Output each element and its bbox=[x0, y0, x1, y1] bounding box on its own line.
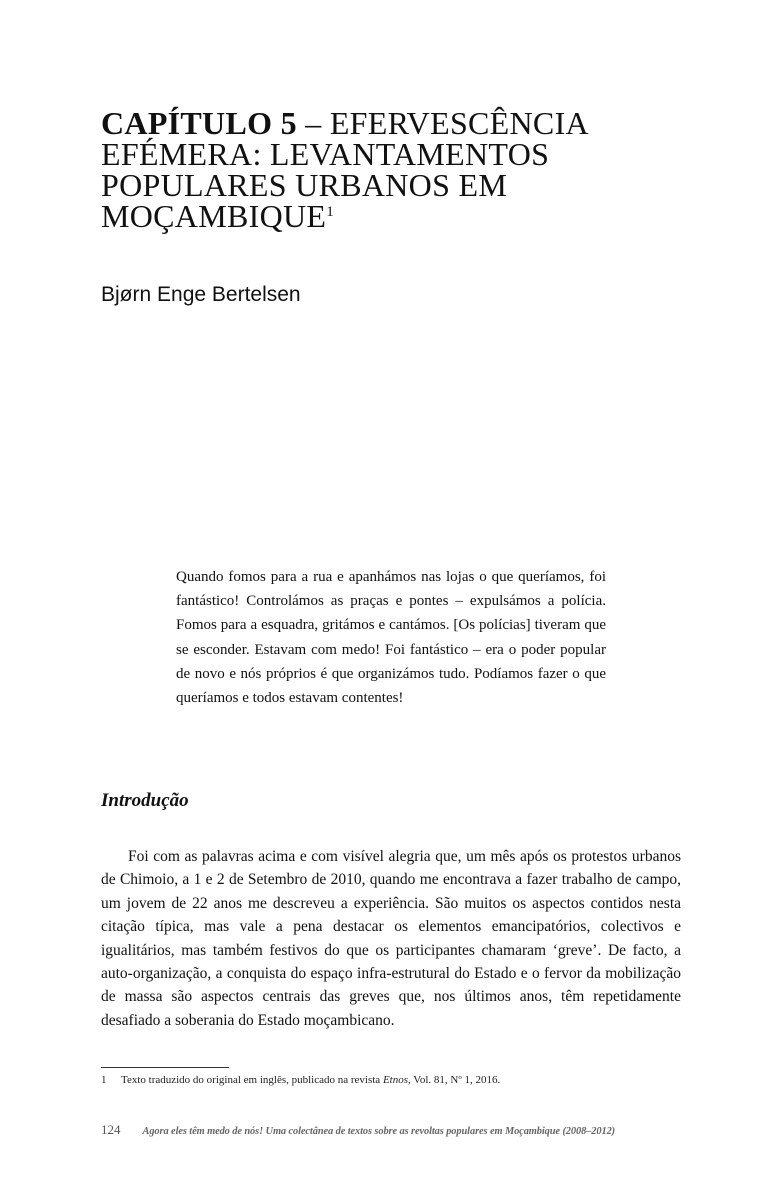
chapter-title bbox=[101, 105, 641, 234]
footnote bbox=[101, 1073, 681, 1087]
footnote-text-before: Texto traduzido do original em inglês, publicado na revista bbox=[121, 1074, 383, 1086]
author-name: Bjørn Enge Bertelsen bbox=[101, 283, 301, 306]
footnote-divider bbox=[101, 1067, 229, 1068]
footnote-journal: Etnos bbox=[382, 1074, 408, 1086]
body-text bbox=[101, 845, 681, 1032]
chapter-label: CAPÍTULO 5 bbox=[101, 105, 297, 141]
footnote-reference[interactable]: 1 bbox=[326, 204, 335, 220]
footnote-text-after: , Vol. 81, Nº 1, 2016. bbox=[408, 1074, 501, 1086]
page-number: 124 bbox=[101, 1122, 121, 1137]
epigraph-quote: Quando fomos para a rua e apanhámos nas lojas o que queríamos, foi fantástico! Controlámos as praças e pontes – expulsámos a polícia. Fomos para a esquadra, gritámos e cantámos. [Os polícias] tiveram que se esconder. Estavam com medo! Foi fantástico – era o poder popular de novo e nós próprios é que organizámos tudo. Podíamos fazer o que queríamos e todos estavam contentes! bbox=[176, 569, 606, 707]
running-title: Agora eles têm medo de nós! Uma colectânea de textos sobre as revoltas populares em Moçambique (2008–2012) bbox=[142, 1126, 616, 1137]
page-footer bbox=[101, 1122, 681, 1138]
intro-paragraph: Foi com as palavras acima e com visível alegria que, um mês após os protestos urbanos de Chimoio, a 1 e 2 de Setembro de 2010, quando me encontrava a fazer trabalho de campo, um jovem de 22 anos me descreveu a experiência. São muitos os aspectos contidos nesta citação típica, mas vale a pena destacar os elementos emancipatórios, colectivos e igualitários, mas também festivos do que os participantes chamaram ‘greve’. De facto, a auto-organização, a conquista do espaço infra-estrutural do Estado e o fervor da mobilização de massa são aspectos centrais das greves que, nos últimos anos, têm repetidamente desafiado a soberania do Estado moçambicano. bbox=[101, 848, 681, 1029]
footnote-number: 1 bbox=[101, 1074, 107, 1086]
chapter-title-dash: – bbox=[296, 105, 330, 141]
section-heading: Introdução bbox=[101, 790, 189, 811]
chapter-title-text: EFERVESCÊNCIA EFÉMERA: LEVANTAMENTOS POPULARES URBANOS EM MOÇAMBIQUE bbox=[101, 105, 588, 234]
